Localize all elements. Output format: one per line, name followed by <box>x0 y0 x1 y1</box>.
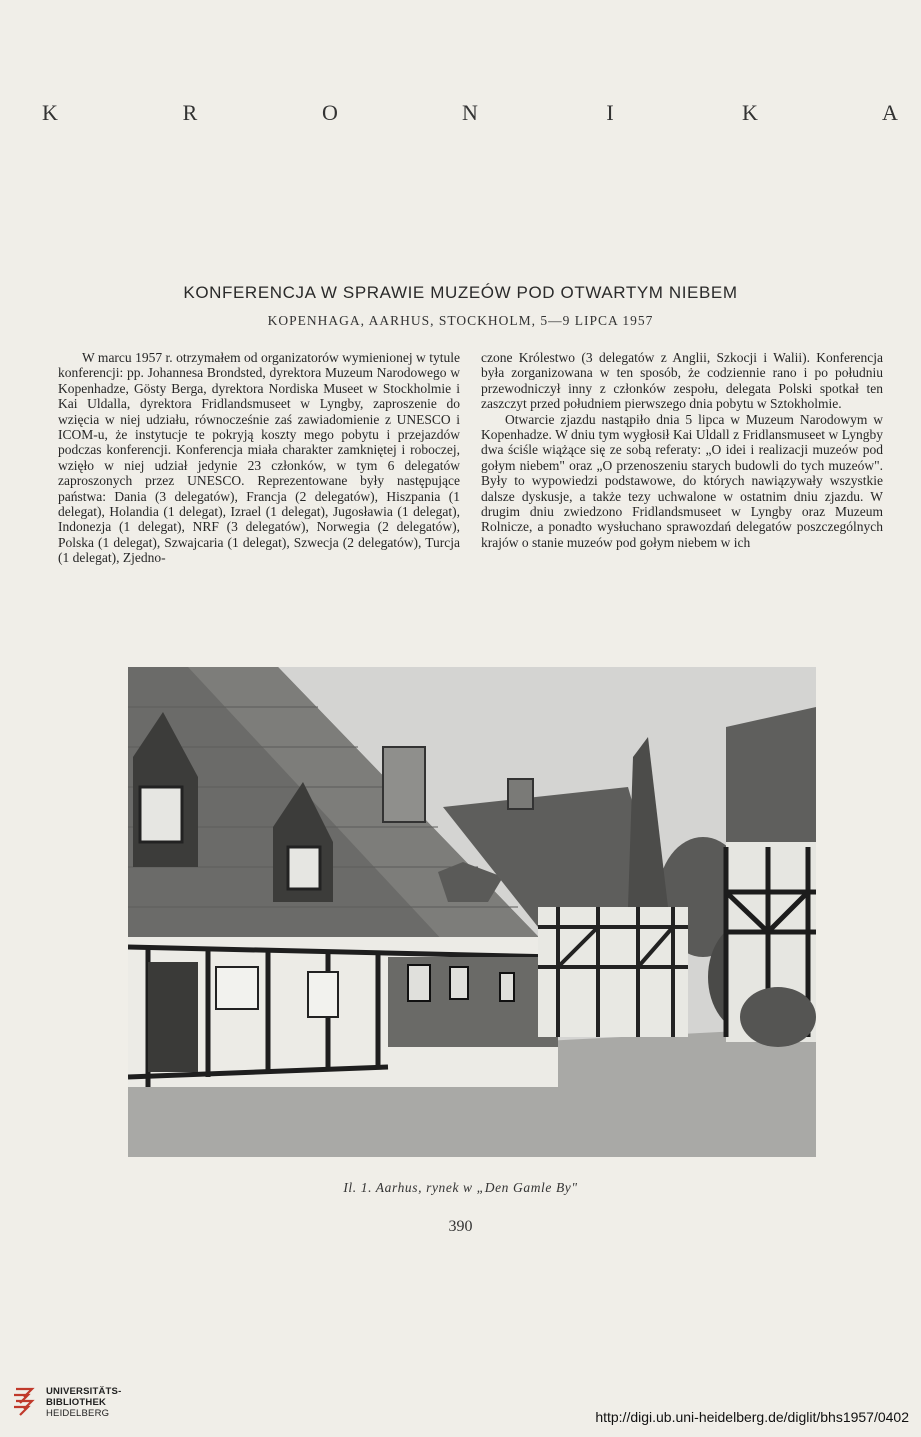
logo-text-line: UNIVERSITÄTS- <box>46 1385 122 1397</box>
body-paragraph: W marcu 1957 r. otrzymałem od organizatorów wymienionej w tytule konferencji: pp. Johannesa Brondsted, dyrektora Muzeum Narodowego w Kopenhadze, Gösty Berga, dyrektora Nordiska Museet w Stockholmie i Kai Uldalla, dyrektora Fridlandsmuseet w Lyngby, zaproszenie do wzięcia w niej udziału, równocześnie zaś zawiadomienie z UNESCO i ICOM-u, że instytucje te pokryją koszty mego pobytu i przejazdów podczas konferencji. Konferencja miała charakter zamkniętej i roboczej, wzięło w niej udział jedynie 23 członków, w tym 6 delegatów zaproszonych przez UNESCO. Reprezentowane były następujące państwa: Dania (3 delegatów), Francja (2 delegatów), Hiszpania (1 delegat), Holandia (1 delegat), Izrael (1 delegat), Jugosławia (1 delegat), Indonezja (1 delegat), NRF (3 delegatów), Norwegia (2 delegatów), Polska (1 delegat), Szwajcaria (1 delegat), Szwecja (2 delegatów), Turcja (1 delegat), Zjedno- <box>58 350 460 566</box>
section-letter: K <box>42 100 58 125</box>
body-paragraph: Otwarcie zjazdu nastąpiło dnia 5 lipca w Muzeum Narodowym w Kopenhadze. W dniu tym wygłosił Kai Uldall z Fridlansmuseet w Lyngby dwa ściśle wiążące się ze sobą referaty: „O idei i realizacji muzeów pod gołym niebem" oraz „O przenoszeniu starych budowli do tych muzeów". Były to wypowiedzi podstawowe, do których nawiązywały wszystkie dalsze dyskusje, a także tezy uchwalone w ostatnim dniu zjazdu. W drugim dniu zwiedzono Fridlandsmuseet w Lyngby oraz Muzeum Rolnicze, a ponadto wysłuchano sprawozdań delegatów poszczególnych krajów o stanie muzeów pod gołym niebem w ich <box>481 411 883 550</box>
section-letter: A <box>882 100 898 125</box>
figure-caption: Il. 1. Aarhus, rynek w „Den Gamle By" <box>343 1180 578 1195</box>
article-subtitle: KOPENHAGA, AARHUS, STOCKHOLM, 5—9 LIPCA 1957 <box>267 313 654 328</box>
page-number: 390 <box>448 1218 473 1235</box>
section-heading-kronika <box>40 100 900 126</box>
text-column-right <box>481 350 883 550</box>
section-letter: I <box>606 100 614 125</box>
section-letter: N <box>462 100 478 125</box>
body-paragraph: czone Królestwo (3 delegatów z Anglii, Szkocji i Walii). Konferencja była zorganizowana w ten sposób, że codziennie rano i po południu przewodniczył inny z członków zespołu, delegata Polski spotkał ten zaszczyt przed południem pierwszego dnia pobytu w Sztokholmie. <box>481 350 883 412</box>
logo-text-line: BIBLIOTHEK <box>46 1396 107 1408</box>
photograph-aarhus-market <box>128 667 816 1157</box>
heidelberg-library-logo-icon <box>10 1383 40 1421</box>
section-letter: O <box>322 100 338 125</box>
article-title: KONFERENCJA W SPRAWIE MUZEÓW POD OTWARTYM NIEBEM <box>183 283 738 302</box>
source-url-link[interactable]: http://digi.ub.uni-heidelberg.de/diglit/bhs1957/0402 <box>595 1409 909 1425</box>
logo-text-line: HEIDELBERG <box>46 1407 110 1419</box>
section-letter: R <box>182 100 198 125</box>
section-letter: K <box>742 100 758 125</box>
text-column-left <box>58 350 460 566</box>
library-logo[interactable] <box>10 1378 160 1426</box>
